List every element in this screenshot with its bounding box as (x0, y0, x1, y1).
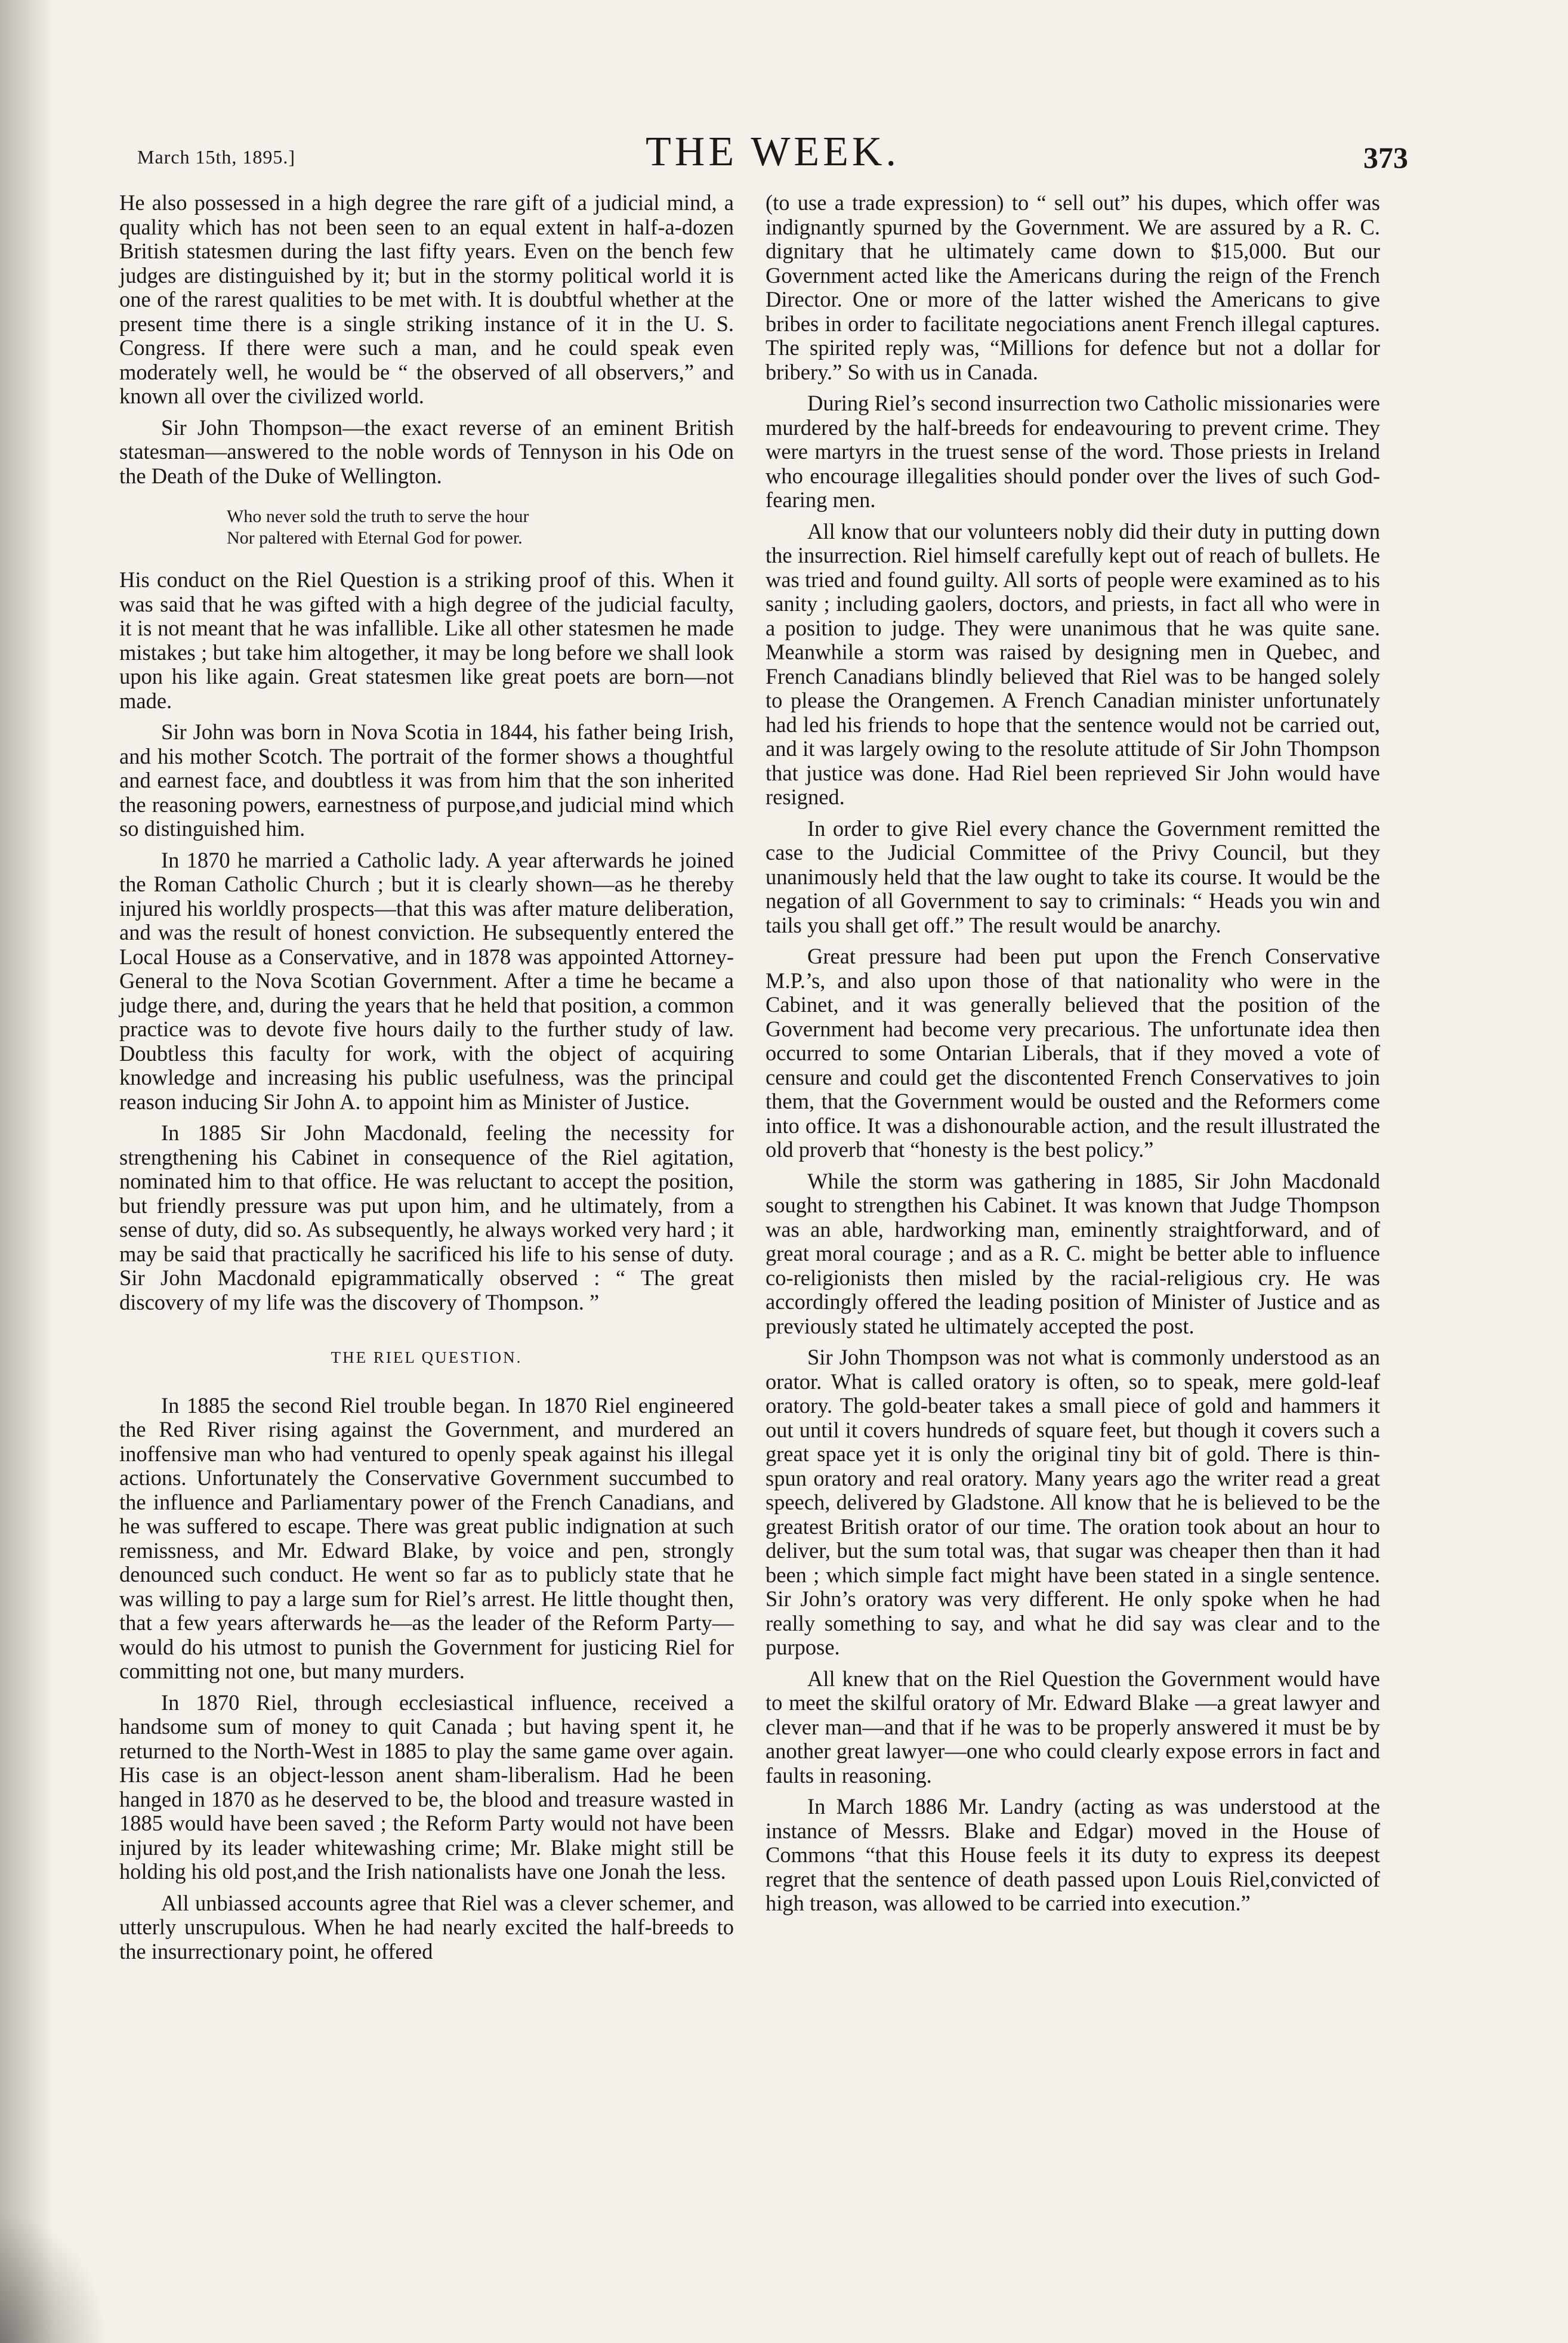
section-heading: THE RIEL QUESTION. (331, 1348, 523, 1366)
right-paragraph-9: In March 1886 Mr. Landry (acting as was understood at the instance of Messrs. Blake and Edgar) moved in the House of Commons “that this House feels it its duty to express its deepest regret that the sentence of death passed upon Louis Riel,convicted of high treason, was allowed to be carried into execution.” (766, 1794, 1380, 1915)
right-paragraph-1: (to use a trade expression) to “ sell out” his dupes, which offer was indignantly spurned by the Government. We are assured by a R. C. dignitary that he ultimately came down to $15,000. But our Government acted like the Americans during the reign of the French Director. One or more of the latter wished the Americans to give bribes in order to facilitate negociations anent French illegal captures. The spirited reply was, “Millions for defence but not a dollar for bribery.” So with us in Canada. (766, 190, 1380, 384)
right-paragraph-8: All knew that on the Riel Question the Government would have to meet the skilful oratory of Mr. Edward Blake —a great lawyer and clever man—and that if he was to be properly answered it must be by another great lawyer—one who could clearly expose errors in fact and faults in reasoning. (766, 1666, 1380, 1788)
left-paragraph-8: In 1870 Riel, through ecclesiastical influence, received a handsome sum of money to quit Canada ; but having spent it, he returned to the North-West in 1885 to play the same game over again. His case is an object-lesson anent sham-liberalism. Had he been hanged in 1870 as he deserved to be, the blood and treasure wasted in 1885 would have been saved ; the Reform Party would not have been injured by its leader whitewashing crime; Mr. Blake might still be holding his old post,and the Irish nationalists have one Jonah the less. (119, 1690, 734, 1884)
tennyson-quote (227, 506, 734, 549)
left-paragraph-6: In 1885 Sir John Macdonald, feeling the necessity for strengthening his Cabinet in consequence of the Riel agitation, nominated him to that office. He was reluctant to accept the position, but friendly pressure was put upon him, and he ultimately, from a sense of duty, did so. As subsequently, he always worked very hard ; it may be said that practically he sacrificed his life to his sense of duty. Sir John Macdonald epigrammatically observed : “ The great discovery of my life was the discovery of Thompson. ” (119, 1120, 734, 1314)
page-corner-stain (0, 2212, 107, 2343)
left-paragraph-5: In 1870 he married a Catholic lady. A year afterwards he joined the Roman Catholic Church ; but it is clearly shown—as he thereby injured his worldly prospects—that this was after mature deliberation, and was the result of honest conviction. He subsequently entered the Local House as a Conservative, and in 1878 was appointed Attorney-General to the Nova Scotian Government. After a time he became a judge there, and, during the years that he held that position, a common practice was to devote five hours daily to the further study of law. Doubtless this faculty for work, with the object of acquiring knowledge and increasing his public usefulness, was the principal reason inducing Sir John A. to appoint him as Minister of Justice. (119, 847, 734, 1114)
quote-line-2: Nor paltered with Eternal God for power. (227, 528, 523, 548)
left-paragraph-4: Sir John was born in Nova Scotia in 1844, his father being Irish, and his mother Scotch. The portrait of the former shows a thoughtful and earnest face, and doubtless it was from him that the son inherited the reasoning powers, earnestness of purpose,and judicial mind which so distinguished him. (119, 720, 734, 841)
right-paragraph-5: Great pressure had been put upon the French Conservative M.P.’s, and also upon those of that nationality who were in the Cabinet, and it was generally believed that the position of the Government had become very precarious. The unfortunate idea then occurred to some Ontarian Liberals, that if they moved a vote of censure and could get the discontented French Conservatives to join them, that the Government would be ousted and the Reformers come into office. It was a dishonourable action, and the result illustrated the old proverb that “honesty is the best policy.” (766, 944, 1380, 1162)
left-paragraph-7: In 1885 the second Riel trouble began. In 1870 Riel engineered the Red River rising against the Government, and murdered an inoffensive man who had ventured to openly speak against his illegal actions. Unfortunately the Conservative Government succumbed to the influence and Parliamentary power of the French Canadians, and he was suffered to escape. There was great public indignation at such remissness, and Mr. Edward Blake, by voice and pen, strongly denounced such conduct. He went so far as to publicly state that he was willing to pay a large sum for Riel’s arrest. He little thought then, that a few years afterwards he—as the leader of the Reform Party—would do his utmost to punish the Government for justicing Riel for committing not one, but many murders. (119, 1393, 734, 1683)
left-paragraph-1: He also possessed in a high degree the rare gift of a judicial mind, a quality which has not been seen to an equal extent in half-a-dozen British statesmen during the last fifty years. Even on the bench few judges are distinguished by it; but in the stormy political world it is one of the rarest qualities to be met with. It is doubtful whether at the present time there is a single striking instance of it in the U. S. Congress. If there were such a man, and he could speak even moderately well, he would be “ the observed of all observers,” and known all over the civilized world. (119, 190, 734, 408)
header-page-number: 373 (1363, 141, 1408, 174)
right-paragraph-4: In order to give Riel every chance the Government remitted the case to the Judicial Committee of the Privy Council, but they unanimously held that the law ought to take its course. It would be the negation of all Government to say to criminals: “ Heads you win and tails you shall get off.” The result would be anarchy. (766, 816, 1380, 937)
header-date: March 15th, 1895.] (137, 146, 296, 168)
left-paragraph-2: Sir John Thompson—the exact reverse of an eminent British statesman—answered to the noble words of Tennyson in his Ode on the Death of the Duke of Wellington. (119, 415, 734, 488)
left-paragraph-9: All unbiassed accounts agree that Riel was a clever schemer, and utterly unscrupulous. When he had nearly excited the half-breeds to the insurrectionary point, he offered (119, 1890, 734, 1964)
page-header (137, 128, 1408, 182)
page-edge-shadow (0, 0, 54, 2343)
quote-line-1: Who never sold the truth to serve the hour (227, 507, 529, 526)
right-paragraph-6: While the storm was gathering in 1885, Sir John Macdonald sought to strengthen his Cabinet. It was known that Judge Thompson was an able, hardworking man, eminently straightforward, and of great moral courage ; and as a R. C. might be better able to influence co-religionists then misled by the racial-religious cry. He was accordingly offered the leading position of Minister of Justice and as previously stated he ultimately accepted the post. (766, 1168, 1380, 1338)
header-title: THE WEEK. (646, 129, 900, 175)
right-column (766, 191, 1380, 1923)
left-paragraph-3: His conduct on the Riel Question is a striking proof of this. When it was said that he was gifted with a high degree of the judicial faculty, it is not meant that he was infallible. Like all other statesmen he made mistakes ; but take him altogether, it may be long before we shall look upon his like again. Great statesmen like great poets are born—not made. (119, 567, 734, 713)
right-paragraph-2: During Riel’s second insurrection two Catholic missionaries were murdered by the half-breeds for endeavouring to prevent crime. They were martyrs in the truest sense of the word. Those priests in Ireland who encourage illegalities should ponder over the lives of such God-fearing men. (766, 391, 1380, 512)
right-paragraph-7: Sir John Thompson was not what is commonly understood as an orator. What is called oratory is often, so to speak, mere gold-leaf oratory. The gold-beater takes a small piece of gold and hammers it out until it covers hundreds of square feet, but though it covers such a great space yet it is only the original tiny bit of gold. There is thin-spun oratory and real oratory. Many years ago the writer read a great speech, delivered by Gladstone. All know that he is believed to be the greatest British orator of our time. The oration took about an hour to deliver, but the sum total was, that sugar was cheaper then than it had been ; which simple fact might have been stated in a single sentence. Sir John’s oratory was very different. He only spoke when he had really something to say, and what he did say was clear and to the purpose. (766, 1345, 1380, 1659)
right-paragraph-3: All know that our volunteers nobly did their duty in putting down the insurrection. Riel himself carefully kept out of reach of bullets. He was tried and found guilty. All sorts of people were examined as to his sanity ; including gaolers, doctors, and priests, in fact all who were in a position to judge. They were unanimous that he was quite sane. Meanwhile a storm was raised by designing men in Quebec, and French Canadians blindly believed that Riel was to be hanged solely to please the Orangemen. A French Canadian minister unfortunately had led his friends to hope that the sentence would not be carried out, and it was largely owing to the resolute attitude of Sir John Thompson that justice was done. Had Riel been reprieved Sir John would have resigned. (766, 518, 1380, 809)
left-column (119, 191, 734, 1971)
